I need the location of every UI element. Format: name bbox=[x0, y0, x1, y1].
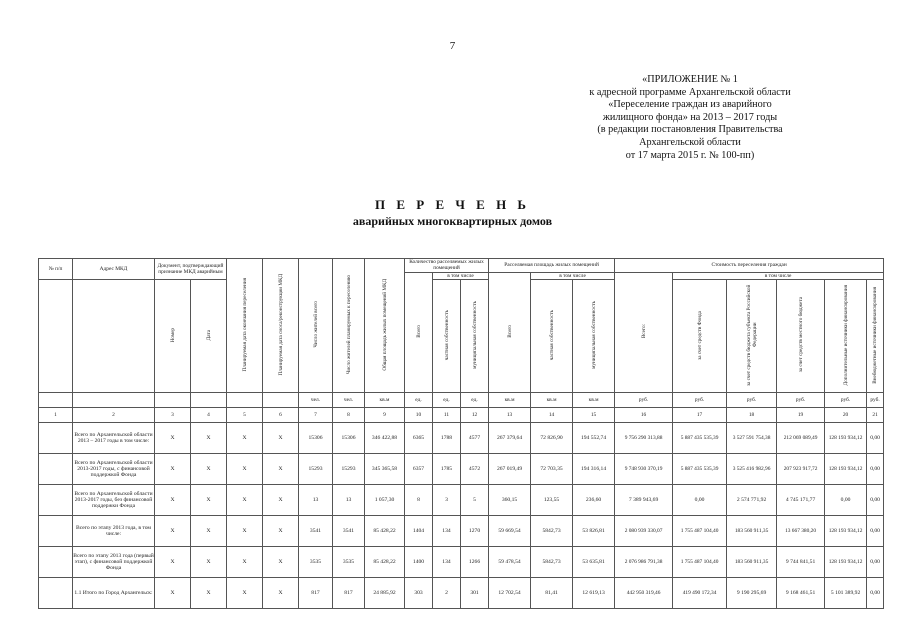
table-cell: 360,15 bbox=[489, 485, 531, 516]
column-number: 16 bbox=[615, 408, 673, 423]
table-cell: 85 428,22 bbox=[365, 516, 405, 547]
unit-cell bbox=[155, 393, 191, 408]
table-cell: 9 190 295,69 bbox=[727, 578, 777, 609]
table-cell: X bbox=[191, 423, 227, 454]
header-area-private bbox=[531, 280, 573, 393]
header-private bbox=[433, 280, 461, 393]
table-cell: 9 168 461,51 bbox=[777, 578, 825, 609]
table-cell: 6365 bbox=[405, 423, 433, 454]
table-cell: 2 bbox=[433, 578, 461, 609]
table-cell: 9 756 290 313,88 bbox=[615, 423, 673, 454]
row-label: Всего по этапу 2013 года (первый этап), с финансовой поддержкой Фонда bbox=[73, 547, 155, 578]
column-number: 3 bbox=[155, 408, 191, 423]
column-number: 19 bbox=[777, 408, 825, 423]
table-cell: 59 478,54 bbox=[489, 547, 531, 578]
column-numbers-row bbox=[39, 408, 884, 423]
table-cell: X bbox=[155, 547, 191, 578]
header-doc-number bbox=[155, 280, 191, 393]
table-cell: 212 069 089,49 bbox=[777, 423, 825, 454]
table-cell: 194 552,74 bbox=[573, 423, 615, 454]
table-cell: 4577 bbox=[461, 423, 489, 454]
header-planned-demolition-text: Планируемая дата сноса/реконструкции МКД bbox=[277, 273, 284, 376]
table-cell: X bbox=[263, 454, 299, 485]
table-cell: 15293 bbox=[299, 454, 333, 485]
houses-table bbox=[38, 258, 884, 609]
header-premises-including: в том числе bbox=[433, 272, 489, 279]
row-label: Всего по Архангельской области 2013-2017 годы, без финансовой поддержки Фонда bbox=[73, 485, 155, 516]
table-cell: 4572 bbox=[461, 454, 489, 485]
table-cell: 5842,73 bbox=[531, 547, 573, 578]
row-label: Всего по Архангельской области 2013-2017 годы, с финансовой поддержкой Фонда bbox=[73, 454, 155, 485]
annex-line: к адресной программе Архангельской области bbox=[589, 86, 791, 98]
table-cell: 72 703,35 bbox=[531, 454, 573, 485]
table-cell: 442 950 319,46 bbox=[615, 578, 673, 609]
table-cell: 3541 bbox=[299, 516, 333, 547]
table-cell: 301 bbox=[461, 578, 489, 609]
header-premises-total bbox=[405, 272, 433, 392]
column-number: 13 bbox=[489, 408, 531, 423]
header-cost-including: в том числе bbox=[673, 272, 884, 279]
table-body bbox=[39, 423, 884, 609]
header-residents-text: Число жителей всего bbox=[312, 301, 319, 348]
header-residents-planned bbox=[333, 259, 365, 393]
table-cell: 134 bbox=[433, 516, 461, 547]
annex-line: (в редакции постановления Правительства bbox=[597, 124, 783, 136]
table-cell: 128 193 934,12 bbox=[825, 516, 867, 547]
header-extrabudget bbox=[867, 280, 884, 393]
header-total-area-text: Общая площадь жилых помещений МКД bbox=[381, 278, 388, 371]
table-cell: 1266 bbox=[461, 547, 489, 578]
row-number-cell bbox=[39, 516, 73, 547]
table-cell: 13 bbox=[299, 485, 333, 516]
header-cost-total-text: Всего: bbox=[640, 324, 647, 339]
header-additional bbox=[825, 280, 867, 393]
row-label: 1.1 Итого по Город Архангельск: bbox=[73, 578, 155, 609]
table-cell: 8 bbox=[405, 485, 433, 516]
table-cell: 3 527 591 754,38 bbox=[727, 423, 777, 454]
table-cell: X bbox=[191, 485, 227, 516]
unit-cell bbox=[39, 393, 73, 408]
document-title: П Е Р Е Ч Е Н Ь bbox=[374, 197, 531, 212]
table-cell: 5 887 435 535,39 bbox=[673, 454, 727, 485]
column-number: 1 bbox=[39, 408, 73, 423]
table-cell: 5 101 389,92 bbox=[825, 578, 867, 609]
table-cell: X bbox=[155, 423, 191, 454]
table-cell: 9 748 930 370,19 bbox=[615, 454, 673, 485]
table-cell: X bbox=[227, 547, 263, 578]
table-cell: 0,00 bbox=[867, 423, 884, 454]
column-number: 7 bbox=[299, 408, 333, 423]
table-cell: 15306 bbox=[299, 423, 333, 454]
table-cell: 267 019,49 bbox=[489, 454, 531, 485]
table-cell: 2 076 986 791,38 bbox=[615, 547, 673, 578]
table-cell: 0,00 bbox=[673, 485, 727, 516]
table-cell: X bbox=[155, 516, 191, 547]
unit-cell: чел. bbox=[333, 393, 365, 408]
table-cell: 53 635,81 bbox=[573, 547, 615, 578]
table-cell: X bbox=[191, 516, 227, 547]
table-row bbox=[39, 516, 884, 547]
table-cell: 128 193 934,12 bbox=[825, 547, 867, 578]
annex-line: жилищного фонда» на 2013 – 2017 годы bbox=[602, 111, 778, 123]
table-cell: 0,00 bbox=[867, 578, 884, 609]
header-document: Документ, подтверждающий признание МКД аварийным bbox=[155, 259, 227, 280]
annex-line: Архангельской области bbox=[639, 136, 741, 148]
table-cell: X bbox=[191, 454, 227, 485]
table-cell: 13 bbox=[333, 485, 365, 516]
unit-cell: кв.м bbox=[531, 393, 573, 408]
header-premises-total-text: Всего bbox=[415, 324, 422, 338]
table-cell: 183 560 911,35 bbox=[727, 516, 777, 547]
table-cell: 817 bbox=[299, 578, 333, 609]
table-cell: 3535 bbox=[299, 547, 333, 578]
table-row bbox=[39, 547, 884, 578]
header-local bbox=[777, 280, 825, 393]
table-cell: 53 826,81 bbox=[573, 516, 615, 547]
header-area-private-text: частная собственность bbox=[548, 309, 555, 361]
table-cell: X bbox=[227, 454, 263, 485]
column-number: 21 bbox=[867, 408, 884, 423]
table-cell: 9 744 841,51 bbox=[777, 547, 825, 578]
header-area-including: в том числе bbox=[531, 272, 615, 279]
table-cell: 2 080 939 330,07 bbox=[615, 516, 673, 547]
unit-cell: руб. bbox=[777, 393, 825, 408]
row-label: Всего по Архангельской области 2013 – 2017 годы в том числе: bbox=[73, 423, 155, 454]
header-municipal-text: муниципальная собственность bbox=[471, 301, 478, 369]
table-cell: 345 365,58 bbox=[365, 454, 405, 485]
unit-cell bbox=[227, 393, 263, 408]
table-cell: 0,00 bbox=[867, 485, 884, 516]
column-number: 2 bbox=[73, 408, 155, 423]
table-cell: 4 745 171,77 bbox=[777, 485, 825, 516]
header-private-text: частная собственность bbox=[443, 309, 450, 361]
column-number: 6 bbox=[263, 408, 299, 423]
annex-line: «Переселение граждан из аварийного bbox=[608, 99, 772, 111]
header-additional-text: Дополнительные источники финансирования bbox=[842, 284, 849, 386]
unit-cell: кв.м bbox=[489, 393, 531, 408]
header-extrabudget-text: Внебюджетные источники финансирования bbox=[872, 286, 879, 384]
table-cell: 0,00 bbox=[825, 485, 867, 516]
header-residents bbox=[299, 259, 333, 393]
table-cell: 81,41 bbox=[531, 578, 573, 609]
column-number: 15 bbox=[573, 408, 615, 423]
table-cell: 267 379,64 bbox=[489, 423, 531, 454]
header-row-1 bbox=[39, 259, 884, 273]
row-number-cell bbox=[39, 547, 73, 578]
table-cell: 303 bbox=[405, 578, 433, 609]
header-planned-relocation-text: Планируемая дата окончания переселения bbox=[241, 277, 248, 372]
table-cell: 236,60 bbox=[573, 485, 615, 516]
column-number: 11 bbox=[433, 408, 461, 423]
header-doc-date bbox=[191, 280, 227, 393]
annex-caption bbox=[560, 74, 820, 162]
table-cell: 85 428,22 bbox=[365, 547, 405, 578]
table-cell: 0,00 bbox=[867, 547, 884, 578]
row-number-cell bbox=[39, 485, 73, 516]
column-number: 10 bbox=[405, 408, 433, 423]
table-cell: X bbox=[263, 423, 299, 454]
column-number: 9 bbox=[365, 408, 405, 423]
table-cell: X bbox=[191, 578, 227, 609]
header-regional-text: за счет средств бюджета субъекта Российской Федерации bbox=[745, 284, 758, 386]
table-cell: X bbox=[263, 547, 299, 578]
header-cost: Стоимость переселения граждан bbox=[615, 259, 884, 273]
table-cell: 3535 bbox=[333, 547, 365, 578]
table-cell: X bbox=[263, 485, 299, 516]
unit-cell: руб. bbox=[825, 393, 867, 408]
header-premises-count: Количество расселяемых жилых помещений bbox=[405, 259, 489, 273]
table-cell: 346 422,88 bbox=[365, 423, 405, 454]
table-cell: 59 669,54 bbox=[489, 516, 531, 547]
header-residents-planned-text: Число жителей планируемых к переселению bbox=[345, 274, 352, 374]
header-spacer bbox=[39, 280, 73, 393]
header-regional bbox=[727, 280, 777, 393]
row-number-cell bbox=[39, 454, 73, 485]
table-cell: 134 bbox=[433, 547, 461, 578]
table-cell: 123,55 bbox=[531, 485, 573, 516]
unit-cell: руб. bbox=[867, 393, 884, 408]
table-cell: 12 619,13 bbox=[573, 578, 615, 609]
table-cell: X bbox=[263, 578, 299, 609]
table-cell: 6357 bbox=[405, 454, 433, 485]
annex-line: «ПРИЛОЖЕНИЕ № 1 bbox=[642, 74, 738, 85]
table-cell: 3 525 416 982,96 bbox=[727, 454, 777, 485]
header-area-total bbox=[489, 272, 531, 392]
header-doc-number-text: Номер bbox=[169, 327, 176, 343]
table-row bbox=[39, 454, 884, 485]
header-resettled-area: Расселяемая площадь жилых помещений bbox=[489, 259, 615, 273]
header-planned-demolition bbox=[263, 259, 299, 393]
table-cell: 0,00 bbox=[867, 516, 884, 547]
table-row bbox=[39, 485, 884, 516]
page-number: 7 bbox=[449, 40, 456, 52]
column-number: 4 bbox=[191, 408, 227, 423]
table-cell: 1404 bbox=[405, 516, 433, 547]
units-row bbox=[39, 393, 884, 408]
header-fund bbox=[673, 280, 727, 393]
table-cell: 7 389 943,69 bbox=[615, 485, 673, 516]
unit-cell: ед. bbox=[461, 393, 489, 408]
unit-cell bbox=[263, 393, 299, 408]
header-cost-total bbox=[615, 272, 673, 392]
table-cell: 5 bbox=[461, 485, 489, 516]
row-number-cell bbox=[39, 423, 73, 454]
table-cell: X bbox=[227, 516, 263, 547]
table-cell: 128 193 934,12 bbox=[825, 454, 867, 485]
table-cell: 3 bbox=[433, 485, 461, 516]
table-cell: 194 316,14 bbox=[573, 454, 615, 485]
header-num: № п/п bbox=[39, 259, 73, 280]
column-number: 8 bbox=[333, 408, 365, 423]
table-cell: 1270 bbox=[461, 516, 489, 547]
unit-cell: кв.м bbox=[365, 393, 405, 408]
header-area-municipal bbox=[573, 280, 615, 393]
table-cell: 2 574 771,92 bbox=[727, 485, 777, 516]
table-cell: X bbox=[155, 485, 191, 516]
table-cell: 1400 bbox=[405, 547, 433, 578]
table-cell: X bbox=[227, 423, 263, 454]
unit-cell: кв.м bbox=[573, 393, 615, 408]
table-cell: 419 490 172,34 bbox=[673, 578, 727, 609]
table-cell: 1 755 487 104,40 bbox=[673, 516, 727, 547]
table-cell: 183 560 911,35 bbox=[727, 547, 777, 578]
header-planned-relocation bbox=[227, 259, 263, 393]
header-total-area bbox=[365, 259, 405, 393]
header-municipal bbox=[461, 280, 489, 393]
table-cell: 15306 bbox=[333, 423, 365, 454]
header-doc-date-text: Дата bbox=[205, 329, 212, 341]
table-cell: 12 702,54 bbox=[489, 578, 531, 609]
table-cell: 15293 bbox=[333, 454, 365, 485]
column-number: 12 bbox=[461, 408, 489, 423]
table-cell: 1788 bbox=[433, 423, 461, 454]
row-label: Всего по этапу 2013 года, в том числе: bbox=[73, 516, 155, 547]
table-cell: X bbox=[227, 485, 263, 516]
table-cell: 3541 bbox=[333, 516, 365, 547]
table-cell: 1785 bbox=[433, 454, 461, 485]
column-number: 17 bbox=[673, 408, 727, 423]
table-cell: 13 667 380,20 bbox=[777, 516, 825, 547]
table-cell: X bbox=[191, 547, 227, 578]
column-number: 18 bbox=[727, 408, 777, 423]
table-cell: 72 826,90 bbox=[531, 423, 573, 454]
unit-cell: ед. bbox=[433, 393, 461, 408]
table-row bbox=[39, 423, 884, 454]
header-spacer bbox=[73, 280, 155, 393]
table-cell: X bbox=[155, 578, 191, 609]
table-cell: 5842,73 bbox=[531, 516, 573, 547]
header-local-text: за счет средств местного бюджета bbox=[797, 297, 804, 373]
table-cell: 128 193 934,12 bbox=[825, 423, 867, 454]
table-cell: 1 057,30 bbox=[365, 485, 405, 516]
header-area-total-text: Всего bbox=[506, 324, 513, 338]
column-number: 5 bbox=[227, 408, 263, 423]
unit-cell bbox=[191, 393, 227, 408]
row-number-cell bbox=[39, 578, 73, 609]
table-cell: 0,00 bbox=[867, 454, 884, 485]
annex-line: от 17 марта 2015 г. № 100-пп) bbox=[625, 149, 755, 161]
table-row bbox=[39, 578, 884, 609]
table-cell: 817 bbox=[333, 578, 365, 609]
table-cell: 24 885,92 bbox=[365, 578, 405, 609]
unit-cell: руб. bbox=[673, 393, 727, 408]
table-cell: X bbox=[227, 578, 263, 609]
header-area-municipal-text: муниципальная собственность bbox=[590, 301, 597, 369]
header-address: Адрес МКД bbox=[73, 259, 155, 280]
column-number: 14 bbox=[531, 408, 573, 423]
table-cell: 5 887 435 535,39 bbox=[673, 423, 727, 454]
unit-cell: чел. bbox=[299, 393, 333, 408]
unit-cell: руб. bbox=[615, 393, 673, 408]
table-cell: 207 923 917,72 bbox=[777, 454, 825, 485]
header-fund-text: за счет средств Фонда bbox=[696, 310, 703, 360]
table-cell: X bbox=[263, 516, 299, 547]
column-number: 20 bbox=[825, 408, 867, 423]
unit-cell bbox=[73, 393, 155, 408]
document-subtitle: аварийных многоквартирных домов bbox=[352, 214, 553, 228]
unit-cell: ед. bbox=[405, 393, 433, 408]
table-cell: 1 755 487 104,40 bbox=[673, 547, 727, 578]
unit-cell: руб. bbox=[727, 393, 777, 408]
table-cell: X bbox=[155, 454, 191, 485]
